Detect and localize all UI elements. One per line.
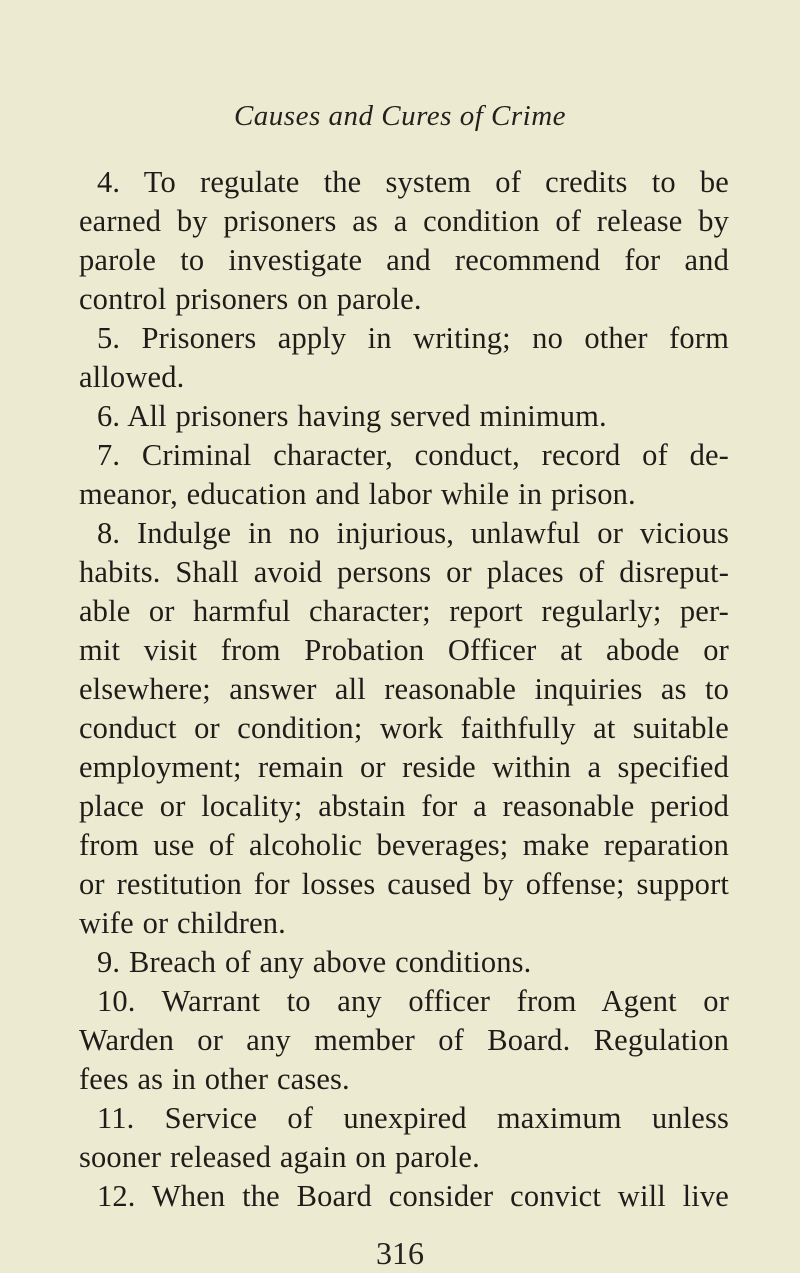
text-line: from use of alcoholic beverages; make reparation <box>79 828 729 862</box>
text-line: 4. To regulate the system of credits to be <box>97 165 729 199</box>
text-line: elsewhere; answer all reasonable inquiries as to <box>79 672 729 706</box>
text-line: 7. Criminal character, conduct, record of de- <box>97 438 729 472</box>
text-line: 6. All prisoners having served minimum. <box>97 399 607 433</box>
text-line: 11. Service of unexpired maximum unless <box>97 1101 729 1135</box>
text-line: place or locality; abstain for a reasonable period <box>79 789 729 823</box>
text-line: Warden or any member of Board. Regulation <box>79 1023 729 1057</box>
text-line: wife or children. <box>79 906 286 940</box>
text-line: parole to investigate and recommend for and <box>79 243 729 277</box>
body-text <box>79 163 729 1216</box>
text-line: conduct or condition; work faithfully at suitable <box>79 711 729 745</box>
text-line: sooner released again on parole. <box>79 1140 480 1174</box>
text-line: fees as in other cases. <box>79 1062 350 1096</box>
text-line: 12. When the Board consider convict will live <box>97 1179 729 1213</box>
text-line: 10. Warrant to any officer from Agent or <box>97 984 729 1018</box>
text-line: employment; remain or reside within a specified <box>79 750 729 784</box>
text-line: 8. Indulge in no injurious, unlawful or vicious <box>97 516 729 550</box>
running-head: Causes and Cures of Crime <box>233 100 567 132</box>
text-line: 9. Breach of any above conditions. <box>97 945 532 979</box>
text-line: able or harmful character; report regularly; per- <box>79 594 729 628</box>
page-number: 316 <box>376 1235 424 1271</box>
text-line: or restitution for losses caused by offense; support <box>79 867 729 901</box>
text-line: allowed. <box>79 360 185 394</box>
text-line: earned by prisoners as a condition of release by <box>79 204 729 238</box>
text-line: habits. Shall avoid persons or places of disreput- <box>79 555 729 589</box>
text-line: mit visit from Probation Officer at abode or <box>79 633 729 667</box>
text-line: control prisoners on parole. <box>79 282 422 316</box>
text-line: meanor, education and labor while in prison. <box>79 477 636 511</box>
text-line: 5. Prisoners apply in writing; no other form <box>97 321 729 355</box>
